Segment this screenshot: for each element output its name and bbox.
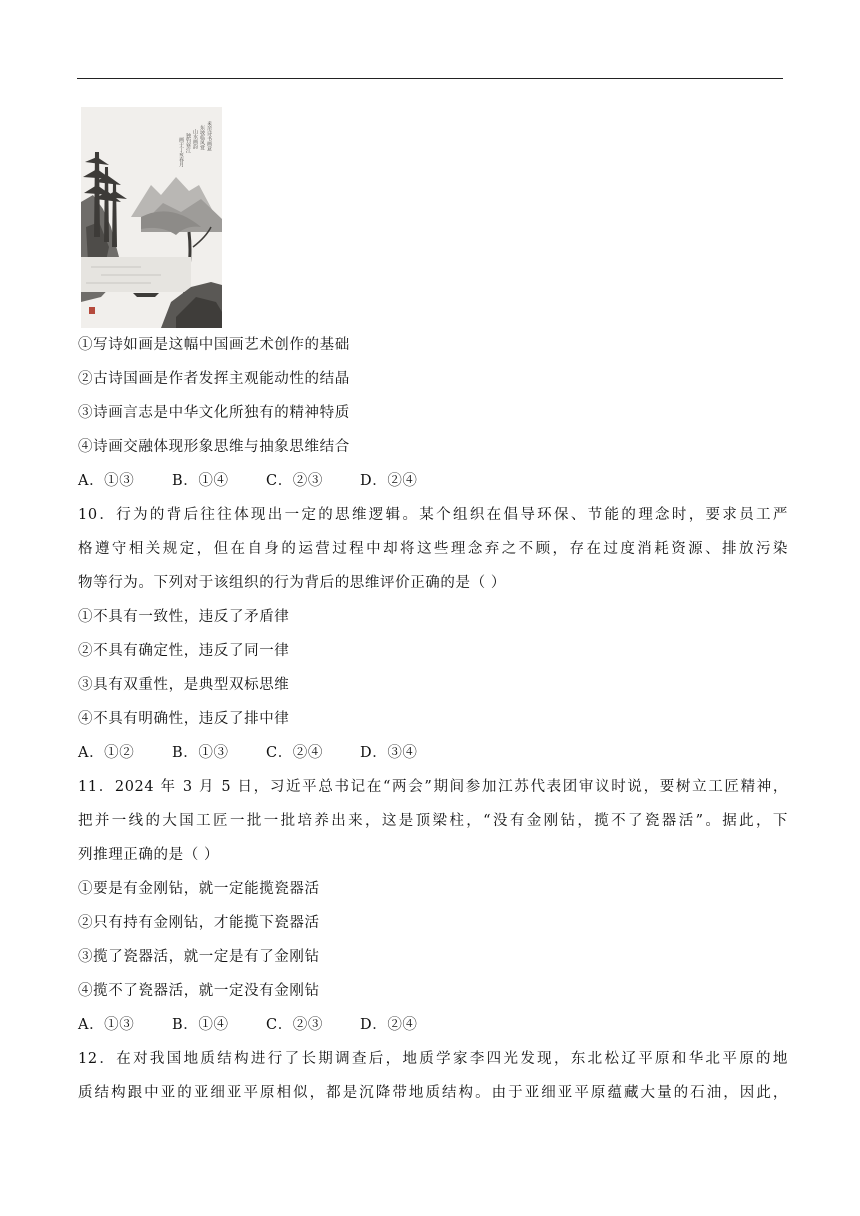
q10-choice-c[interactable]: C．②④ — [266, 745, 323, 761]
q11-option-3: ③揽了瓷器活，就一定是有了金刚钻 — [78, 949, 320, 965]
inscription-col-4: 独钓寒江 — [185, 133, 191, 153]
q10-choice-b[interactable]: B．①③ — [172, 745, 229, 761]
q10-choice-d[interactable]: D．③④ — [360, 745, 418, 761]
q10-choice-a[interactable]: A．①② — [78, 745, 135, 761]
q11-stem-line-2: 把并一线的大国工匠一批一批培养出来，这是顶梁柱，“没有金刚钻，揽不了瓷器活”。据此，下 — [78, 813, 788, 829]
q10-option-2: ②不具有确定性，违反了同一律 — [78, 643, 290, 659]
header-rule — [77, 78, 783, 79]
q11-option-1: ①要是有金刚钻，就一定能揽瓷器活 — [78, 881, 320, 897]
q9-choices — [78, 471, 788, 491]
q9-choice-d[interactable]: D．②④ — [360, 473, 418, 489]
q10-choices — [78, 743, 788, 763]
seal-stamp — [89, 307, 95, 314]
q11-option-2: ②只有持有金刚钻，才能揽下瓷器活 — [78, 915, 320, 931]
q10-stem-line-2: 格遵守相关规定，但在自身的运营过程中却将这些理念弃之不顾，存在过度消耗资源、排放污染 — [78, 541, 788, 557]
inscription-col-2: 东坡临风赏 — [199, 125, 205, 150]
q10-stem-line-1: 10．行为的背后往往体现出一定的思维逻辑。某个组织在倡导环保、节能的理念时，要求员工严 — [78, 507, 788, 523]
q9-choice-a[interactable]: A．①③ — [78, 473, 135, 489]
q11-stem-line-1: 11．2024 年 3 月 5 日，习近平总书记在“两会”期间参加江苏代表团审议时说，要树立工匠精神， — [78, 779, 788, 795]
q11-choice-d[interactable]: D．②④ — [360, 1017, 418, 1033]
q11-option-4: ④揽不了瓷器活，就一定没有金刚钻 — [78, 983, 320, 999]
q9-option-2: ②古诗国画是作者发挥主观能动性的结晶 — [78, 371, 350, 387]
inscription-col-3: 山水画韵 — [192, 129, 198, 149]
q10-option-4: ④不具有明确性，违反了排中律 — [78, 711, 290, 727]
q10-option-1: ①不具有一致性，违反了矛盾律 — [78, 609, 290, 625]
q10-stem-line-3: 物等行为。下列对于该组织的行为背后的思维评价正确的是（ ） — [78, 575, 507, 591]
q11-choice-c[interactable]: C．②③ — [266, 1017, 323, 1033]
q9-choice-b[interactable]: B．①④ — [172, 473, 229, 489]
q11-choice-b[interactable]: B．①④ — [172, 1017, 229, 1033]
q11-choices — [78, 1015, 788, 1035]
q10-option-3: ③具有双重性，是典型双标思维 — [78, 677, 290, 693]
q9-option-1: ①写诗如画是这幅中国画艺术创作的基础 — [78, 337, 350, 353]
landscape-painting — [81, 107, 222, 328]
q11-choice-a[interactable]: A．①③ — [78, 1017, 135, 1033]
inscription-col-1: 米芾诗书画意 — [206, 121, 212, 151]
q11-stem-line-3: 列推理正确的是（ ） — [78, 847, 220, 863]
q12-stem-line-1: 12．在对我国地质结构进行了长期调查后，地质学家李四光发现，东北松辽平原和华北平原的地 — [78, 1051, 788, 1067]
q9-option-3: ③诗画言志是中华文化所独有的精神特质 — [78, 405, 350, 421]
q12-stem-line-2: 质结构跟中亚的亚细亚平原相似，都是沉降带地质结构。由于亚细亚平原蕴藏大量的石油，因此， — [78, 1085, 788, 1101]
q9-option-4: ④诗画交融体现形象思维与抽象思维结合 — [78, 439, 350, 455]
inscription-col-5: 画于丁亥春月 — [178, 137, 184, 167]
q9-choice-c[interactable]: C．②③ — [266, 473, 323, 489]
